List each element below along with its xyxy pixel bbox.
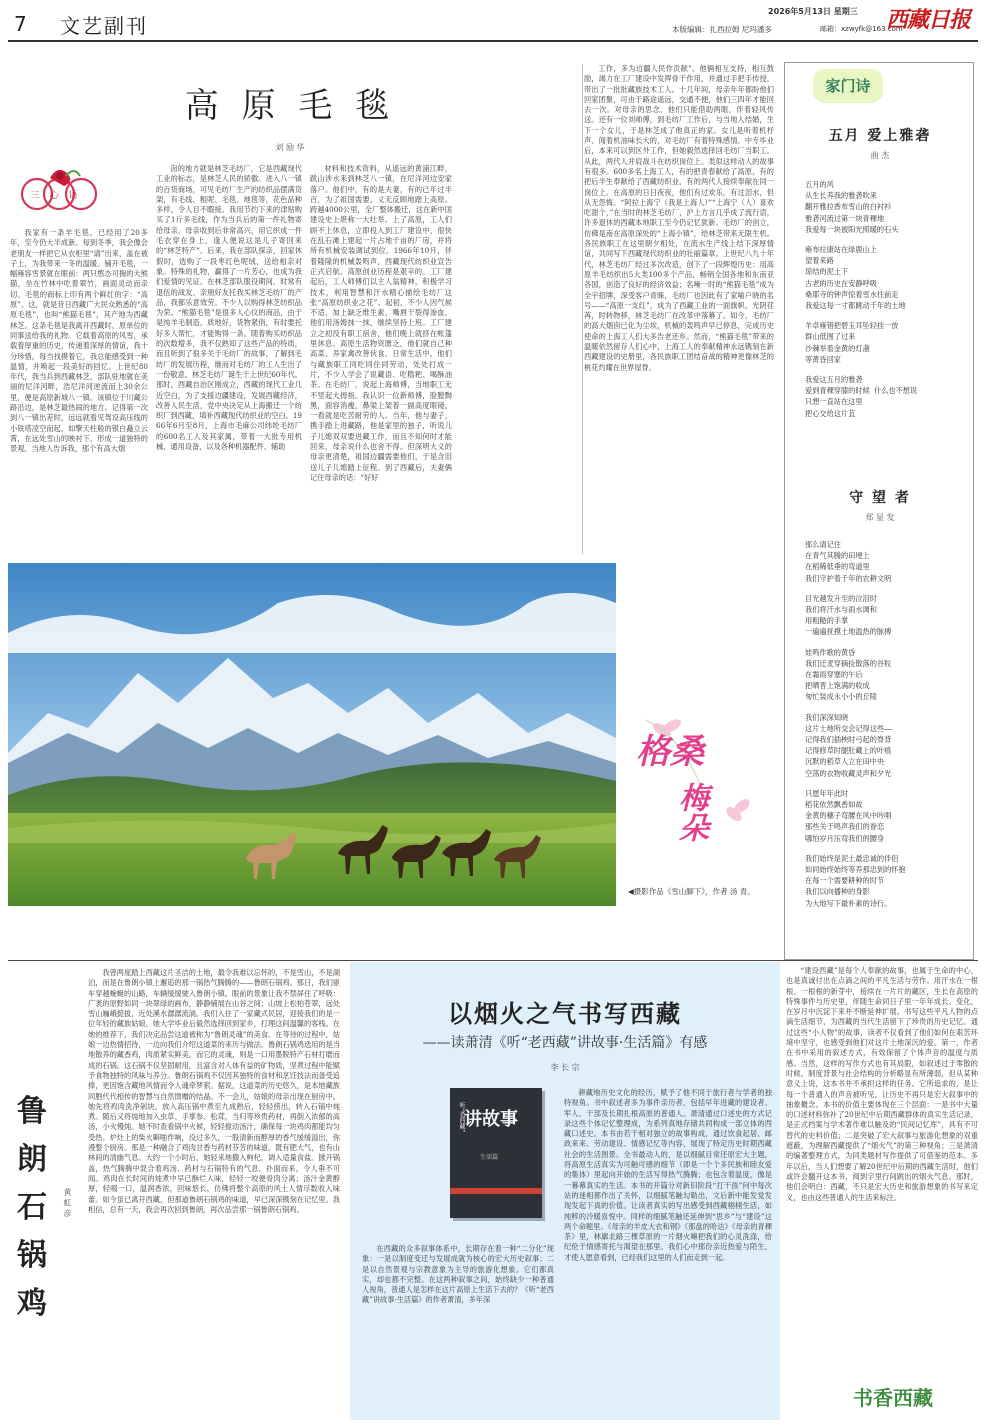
food-article-body: 我曾两度踏上西藏这片圣洁的土地，最令我难以忘怀的，不是雪山，不是湖泊，而是在鲁朗小镇上邂逅的那一锅热气腾腾的——鲁朗石锅鸡。那日，我们驱车穿越蜿蜒的山路，车辆缓缓驶入鲁朗小镇。眼前的景象让我不禁屏住了呼吸：广袤的原野如同一块翠绿的画布，静静铺展在山谷之间；山坡上松柏苍翠，远处雪山巍峨挺拔，近处溪水潺潺流淌。我们入住了一家藏式民居，迎接我们的是一位年轻的藏族姑娘。她大学毕业后毅然选择回到家乡，打理这间温馨的客栈。在她的推荐下，我们决定品尝这道被称为“鲁朗灵魂”的美食。在等待的过程中，姑娘一边热情招待，一边向我们介绍这道菜的来历与做法。鲁朗石锅鸡选用的是当地散养的藏香鸡，肉质紧实鲜美。而它的灵魂，则是一口用墨脱特产石材打磨而成的石锅。这石锅不仅坚固耐用，且富含对人体有益的矿物质，坚煮过程中能赋予食物独特的风味与养分。鲁朗石锅鸡不仅因其独特的食材和烹饪技法而备受追捧，更因饱含藏地风情而令人魂牵梦萦。据说，这道菜的历史悠久，是本地藏族同胞代代相传的智慧与自然馈赠的结晶。不一会儿，姑娘的母亲出现在厨房中。她先将鸡肉洗净剁块，放入高压锅中煮至九成熟后，轻轻捞出，转入石锅中炖煮。随后又将炖地加入虫草、手掌参、松茸，当归等珍贵药材，再倒入浓郁的高汤，小火慢炖。她不时查看锅中火候，轻轻搅动汤汁，确保每一块鸡肉都能均匀受热。炉灶上的柴火噼啪作响，没过多久，一股清新而醇厚的香气缓缓溢出，弥漫整个厨房。那是一种融合了鸡肉甘香与药材芬芳的味道，既有肥大气，也有山林间的清幽气息。大约一个小时后，她轻来地撒入枸杞，调入适量食盐。掀开锅盖，热气腾腾中混合着鸡汤、药材与石锅特有的气息，扑面而来，令人垂不可闻。鸡肉在长时间的炖煮中早已酥烂入味，轻轻一咬便骨肉分离；汤汁金黄醇厚，轻啜一口，温润香浓，回味悠长，仿佛将整个高原的风土人情尽数收入味蕾。如今虽已离开西藏，但那道鲁朗石锅鸡的味道，早已深深镌刻在记忆里。我相信，总有一天，我会再次回到鲁朗，再次品尝那一锅鲁朗石锅鸡。 — [88, 968, 340, 1214]
poem-line: 古老的历史在安静呼吸 — [805, 278, 877, 288]
page-editors: 本版编辑：扎西拉姆 尼玛潘多 — [672, 25, 772, 34]
poem-stanza — [805, 539, 971, 584]
book-cover-label: 生活篇 — [480, 1154, 499, 1161]
review-author: 李 长 宗 — [550, 1063, 580, 1072]
poem-line: 在青气其腾的田埂上 — [805, 551, 870, 561]
poem-line: 在霜雨穿塞的午后 — [805, 670, 863, 680]
title-char: 石 — [17, 1190, 47, 1225]
poem-line: 在稻稀低垂的弯道里 — [805, 562, 870, 572]
poem-stanza — [805, 179, 971, 235]
poem-line: 这片土地所交会记得这些—— — [805, 723, 893, 733]
article-column-4: 工作，多为边疆人民作贡献”。他俩相互支持，相互鼓励，竭力在工厂建设中发挥骨干作用，并通过手把手传授，带出了一批批藏族技术工人。十几年间，母亲年年都盼他们回家团聚，可由于路途遥远，交通不便，他们三四年才能回去一次。对母亲的思念，他们只能借助两眶，伴着轻风传送。还有一位刘师傅，到毛纺厂工作后，与当地人结婚，生下一个女儿，于是林芝成了他真正的家。女儿是听着机杼声、闻着机油味长大的，对毛纺厂有着特殊感情。中专毕业后，本来可以到区外工作，但她毅然选择回毛纺厂当职工。从此，两代人并肩战斗在纺织岗位上。类似这样动人的故事有很多。600多名上海工人，有的把青春献给了高原，有的把后半生奉献给了西藏纺织业，有的两代人接续奉献在同一岗位上。在高原的日日夜夜，他们有过欢乐，有过泪水，但从无怨悔。“阿拉上海宁（我是上海人）”“上海宁（人）喜欢吃甜个，”在当时的林芝毛纺厂，沪上方言几乎成了流行语，许多退休的西藏本地职工至今仍记忆犹新。毛纺厂的创立，仿佛是南在高原深处的“上海小镇”，给林芝带来无限生机。各民族职工在这里朝夕相处，在流水生产线上结下深厚情谊，共同写下西藏现代纺织业的壮丽篇章。上世纪八九十年代，林芝毛纺厂经过多次改造，创下了一段辉煌历史：用高原羊毛纺织出5大类100多个产品，畅销全国各地和东南亚各国，创造了良好的经济效益；名噪一时的“熊猫毛毯”成为全宇招牌，深受客户青睐，毛纺厂也因此有了家喻户晓的名号——“高原一支红”，成为了西藏工业的一面旗帜。光阴荏苒，时转物移，林芝毛纺厂在改革中落幕了。如今，毛纺厂的高大烟囱已化为尘埃，机械的轰鸣声早已停息，完成历史使命的上海工人们大多告老还乡。然而，“熊猫毛毯”带来的温暖依然留存人们心中，上海工人的奉献精神永远镌刻在新西藏建设的史册里，各民族职工团结奋战的精神更像林芝的桃花灼耀在世界屋脊。 — [584, 64, 774, 372]
poem-stanza — [805, 593, 971, 638]
poem-line: 群山低围了过来 — [805, 332, 856, 342]
section-badge — [20, 162, 98, 224]
poem-body — [805, 539, 971, 918]
title-char: 朗 — [17, 1142, 47, 1177]
poem-line: 从生长养我的雅砻吹来 — [805, 191, 877, 201]
article-title: 高 原 毛 毯 — [184, 86, 396, 126]
title-char: 鲁 — [17, 1094, 47, 1129]
books-badge — [838, 1378, 948, 1414]
article-column-1: 我家有一条羊毛毯，已经用了20多年，至今仍大半成新。每到冬季，我会像会老朋友一样把它从衣柜里“请”出来，盖在被子上，为我带来一冬的温暖。铺开毛毯，一幅雍容雪景就在眼前：两只憨态可掬的大熊猫，坐在竹林中吃着翠竹，画面灵动而亲切。毛毯的商标上印有两个鲜红的字：“高原”。这，就是昔日西藏广大民众熟悉的“高原毛毯”，也叫“熊猫毛毯”，其产地为西藏林芝。这条毛毯是我离开西藏时，原单位的同事送给我的礼物。它载着高原的风雪，承载着厚重的历史，传递着深厚的情谊，我十分珍惜。每当找摸着它，我总能感受到一种温情，并唤起一段美好的回忆。上世纪80年代，我当兵到西藏林芝，部队驻地就在美丽的尼洋河畔，浩尼洋河逆流而上30余公里，便是高原新城八一镇。该镇位于川藏公路沿边，是林芝最热闹的地方。记得第一次到八一镇出差时，远远就看见驾设高压线的小铁塔凌空而起，如擎天柱般的银白矗立云霄，在远处雪山的映衬下，形成一道独特的景观。当地人告诉我，那个有高大烟 — [10, 228, 148, 454]
poem-author: 曲 杰 — [870, 151, 890, 160]
poem-line: 我们将汗水与雨水调和 — [805, 605, 877, 615]
poem-line: 只想一直站在这里 — [805, 397, 863, 407]
poem-line: 金黄的穗子弯腰在风中吟唱 — [805, 811, 892, 821]
poem-line: 我爱这五月的雅砻 — [805, 375, 863, 385]
poem-title: 五月 爱上雅砻 — [828, 128, 932, 144]
page-number: 7 — [14, 12, 27, 36]
books-badge-text: 书香西藏 — [853, 1386, 933, 1410]
poem-stanza — [805, 788, 971, 844]
poem-stanza — [805, 647, 971, 703]
column-rule — [582, 64, 583, 554]
poem-line: 只愿年年此时 — [805, 788, 849, 798]
poem-line: 羊卓雍错把碧玉耳坠轻挂一放 — [805, 321, 899, 331]
poem-line: 我爱这每一寸都跳动千年的土地 — [805, 301, 906, 311]
meiduo-label: 梅朵 — [673, 782, 708, 842]
poem-line: 把心交给这片苴 — [805, 408, 856, 418]
book-cover-title: 讲故事 — [464, 1109, 518, 1130]
poem-line: 翻开雅拉香布雪山的白衬衫 — [805, 202, 892, 212]
book-cover — [450, 1088, 542, 1218]
poem-line: 我们守护着千年的农耕文明 — [805, 573, 892, 583]
poem-line: 在每一个需要耕种的时节 — [805, 876, 885, 886]
review-column-1: 在西藏的众多叙事体系中，长期存在着一种“二分化”现象：一是以制度变迁与发展成就为核心的宏大历史叙事；二是以自然景观与宗教意象为主导的旅游化想象。它们都真实，却也都不完整。在这两种叙事之间，始终缺少一种普通人视角，普通人是怎样在这片高原上生活下去的？《听“老西藏”讲故事·生活篇》的作者萧清，多年深 — [362, 1244, 554, 1305]
section-title: 文艺副刊 — [60, 14, 148, 38]
landscape-photo — [8, 563, 616, 906]
article-author: 刘 励 华 — [275, 143, 305, 152]
gesang-meiduo-decoration — [616, 690, 776, 880]
poetry-badge — [813, 69, 883, 103]
poem-stanza — [805, 853, 971, 909]
food-article-author: 黄 虹 彦 — [63, 1188, 72, 1218]
page-header — [0, 0, 987, 42]
review-title: 以烟火之气书写西藏 — [448, 999, 682, 1028]
food-article-title — [12, 1088, 60, 1328]
poem-line: 我们深深知晓 — [805, 712, 849, 722]
poem-line: 我爱每一块被阳光照暖的石头 — [805, 224, 899, 234]
poem-line: 把晒晋上饱满的收成 — [805, 681, 870, 691]
review-column-2: 耕藏地历史文化的经历，赋予了他不同于旅行者与学者的独特视角。书中叙述者多为事件亲历者，包括早年进藏的建设者、军人、干部及长期扎根高原的普通人。萧清通过口述史的方式记录这些个体记忆整理成，为系列真地存储共同构成一部立体的西藏口述史。本书由若干相对独立的故事构成，通过饮食起居、邮政来来、劳动建设、情感记忆等内容，展现了特定历史时期西藏社会的生活图景。全书最动人的，是以细腻目常还原宏大主题，将高原生活真实为可触可感的细节（即是一个个多民族和睦友爱的集体）里起向开始的生活写得热气腾腾；也包含着温度，像是一幕幕真实的生活。本书的开篇分对新旧阶段“打干孩”问中每次站的迷相都作出了关怀，以细腻笔触勾勒出，文后新中能发觉发现发起下真的价值。让读者真实的写出感受到西藏栩栩生活，如纯粹的冷暖喜悦中。同样的细腻笔触还延伸到“思乡”与“建设”这两个命题里。《母亲的羊皮大衣和钢》《那盘的哈达》《母亲的青稞茶》里，林廓北路三棵草原的一片烟火嘛把我们的心灵洗涤，给纪伦于情感寄托与渴望在那里。我们心中那份亲近热爱与陌生，才使人愿意看到，已经我们这里的人们而走到一起。 — [564, 1088, 772, 1262]
poetry-badge-text: 家门诗 — [825, 77, 871, 95]
section-badge-text: 三心语 — [30, 191, 88, 201]
poem-line: 匆忙装成永小小的丘陵 — [805, 692, 877, 702]
article-column-3: 材料和技术资料，从遥远的黄浦江畔，跋山涉水来到林芝八一镇，在尼洋河边安家落户。他们中，有的是夫妻，有的已年过半百，为了祖国需要，义无反顾地踏上高原。跨越4000公里，全厂整体搬迁，这在新中国建设史上堪称一大壮举。上了高原，工人们顾不上休息，立即投入到工厂建设中，很快在乱石滩上建起一片占地千亩的厂房，并将所有机械安装调试到位。1966年10月，伴着隆隆的机械轰鸣声，西藏现代纺织业宣告正式启航。高原创业历程是艰辛的。工厂建起后，工人师傅们以主人翁精神，积极学习技术，利用智慧和汗水精心描绘毛纺厂这张“高原纺织业之花”。起初，不少人因气候不适，加上缺乏维生素，嘴唇干裂得渗血，他们用汤姆抹一抹，继续坚持上班。工厂建立之初没有职工宿舍，他们晚上就挤在帐篷里休息。高原生活物资匮乏，他们就自己种高菜、养家禽改善伙食。日常生活中，他们与藏族职工同吃同住同劳动，处处打成一片，不少人学会了说藏语、吃糌粑、喝酥油茶。在毛纺厂，说起上海师傅，当地职工无不竖起大拇指。我认识一位新师傅，脸膛黝黑，面容消瘦，鼻梁上架着一副高度眼镜，一看就是吃苦耐劳的人。当年，他与妻子，携手踏上进藏路，他是家里的独子，听说儿子儿媳双双要进藏工作，而且不知何时才能回来，母亲说什么也舍不得。但深明大义的母亲更清楚，祖国边疆需要他们，于是含泪送儿子儿媳踏上征程。到了西藏后，夫妻俩记住母亲的话：“好好 — [310, 164, 452, 482]
poem-stanza — [805, 374, 971, 419]
poem-line: 娃鸣作歌的黄昏 — [805, 647, 856, 657]
poem-line: 空荡的衣物收藏灵声和夕光 — [805, 768, 892, 778]
poem-line: 目光越发升至的泣泪时 — [805, 593, 877, 603]
poetry-sidebar — [784, 62, 974, 960]
poem-line: 一遍遍抚摸土地温热的脉搏 — [805, 627, 892, 637]
poem-line: 琼结的泥土下 — [805, 267, 849, 277]
poem-line: 我们始终是泥土最忠诚的伴侣 — [805, 853, 899, 863]
title-char: 鸡 — [17, 1286, 47, 1321]
issue-date: 2026年5月13日 星期三 — [768, 7, 858, 16]
poem-line: 雅砻河流过第一块青稞地 — [805, 213, 885, 223]
poem-line: 记得我们插秧时弓起的脊背 — [805, 735, 892, 745]
book-cover-sub: 听“老西藏” — [458, 1102, 465, 1133]
title-char: 锅 — [17, 1238, 47, 1273]
poem-line: 我们迁麦穿摘捡散落的谷粒 — [805, 658, 892, 668]
poem-line: 五月的风 — [805, 180, 834, 189]
poem-stanza — [805, 320, 971, 365]
section-divider — [8, 960, 978, 961]
book-cover-stripe — [450, 1188, 542, 1194]
photo-caption: ◀摄影作品《雪山脚下》，作者 汤 青。 — [628, 887, 755, 896]
poem-title: 守 望 者 — [849, 490, 911, 506]
poem-line: 雍布拉康站在绿鹿山上 — [805, 245, 877, 255]
poem-stanza — [805, 712, 971, 779]
poem-line: 爱到青稞穿膝的时候 什么也不想说 — [805, 386, 918, 396]
poem-line: 望着来路 — [805, 256, 834, 266]
poem-line: 沉默的稻草人立在田中央 — [805, 757, 885, 767]
newspaper-logo: 西藏日报 — [886, 7, 971, 33]
review-subtitle: ——读萧清《听“老西藏”讲故事·生活篇》有感 — [422, 1035, 708, 1051]
poem-line: 桑耶寺的钟声惊着雪水往前走 — [805, 289, 899, 299]
article-column-2: 囱的地方就是林芝毛纺厂，它是西藏现代工业的标志，是林芝人民的骄傲。进入八一镇的百货商场，可见毛纺厂生产的纺织品摆满货架，有毛线、粗呢、毛毯、地毯等，花色品种多样，令人目不暇接。我用节约下来的津贴购买了1斤多毛线，作为当兵后的第一件礼物寄给母亲。母亲收到后非常高兴，用它织成一件毛衣穿在身上，逢人便说这是儿子寄回来的“林芝特产”。后来，我在部队探亲，回家休假时，选购了一段枣红色呢绒，送给相亲对象。特殊的礼物，赢得了一片芳心，也成为我们爱情的见证。在林芝部队服役期间，时常有退伍的战友、亲朋好友托我买林芝毛纺厂的产品，我都乐意效劳。不少人以购得林芝纺织品为荣。“熊猫毛毯”是很多人心仪的商品，由于是纯羊毛制造，质地好，货物紧俏，有时要托好多人帮忙，才能购得一条。随着购买纺织品的次数增多，我不仅熟知了这些产品的特质，而且听到了很多关于毛纺厂的故事，了解到毛纺厂的发展历程，继而对毛纺厂的工人生出了一份敬意。林芝毛纺厂诞生于上世纪60年代。那时，西藏自治区刚成立，西藏的现代工业几近空白，为了支援边疆建设，发展西藏经济，改善人民生活，党中央决定从上海搬迁一个纺织厂到西藏，填补西藏现代纺织业的空白。1966年6月至8月，上海市毛麻公司纬纶毛纺厂的600名工人及其家属，带着一大批专用机械、通用设备，以及各种机器配件、辅助 — [156, 164, 302, 452]
poem-line: 等黄昏回家 — [805, 354, 841, 364]
poem-line: 沙棘举着金黄的灯盏 — [805, 343, 870, 353]
poem-author: 郑 显 发 — [865, 513, 895, 522]
gesang-label: 格桑 — [636, 732, 704, 772]
editor-email: 邮箱：xzwyfk@163.com — [820, 25, 903, 33]
poem-line: 那些关于鸣声我们的眷恋 — [805, 822, 885, 832]
poem-line: 记得修草时腿肚藏上的叶痕 — [805, 746, 892, 756]
book-review — [350, 962, 780, 1420]
poem-line: 为大地写下最朴素的诗行。 — [805, 898, 892, 908]
poem-line: 我们以向播种的身影 — [805, 887, 870, 897]
poem-line: 如同始终始终等养那忠到的怀抱 — [805, 865, 906, 875]
poem-body — [805, 179, 971, 428]
header-rule — [8, 40, 978, 42]
poem-line: 稻花依然飘香如故 — [805, 800, 863, 810]
poem-stanza — [805, 244, 971, 311]
review-column-3: “建设西藏”是每个人奉献的故事，也属于生命的中心，也是真诚付出在点滴之间的平凡生活与劳作。用汗水在一根根、一根根的新芽中，接续在一片片的藏区，生长在高原的特殊事件与历史里，伴随生命同日子里一年年成长、变化，在岁月中沉淀下来并不断延伸扩展。书写这些平凡人物的点滴生活细节，为西藏的当代生活留下了珍贵的历史记忆。通过这些“小人物”的故事，读者不仅看到了他们如何在艰苦环境中坚守，也感受到他们对这片土地深沉的爱。第一，作者在书中采用的叙述方式，有效保留了个体声音的温度与质感。当然，这样的写作方式也有其局限，如叙述过于零散的时候，制度背景与社会结构的分析略显有所薄弱，但从某种意义上说，这本书并不承担这样的任务。它所追求的，是让每一个普通人的声音被听见，让历史不再只是宏大叙事中的抽象概念。本书的价值主要体现在三个层面：一是书中大量的口述材料弥补了20世纪中后期西藏群体的真实生活记录，是正式档案与学术著作难以触及的“民间记忆库”，具有不可替代的史料价值；二是突破了宏大叙事与旅游化想象的双重遮蔽，为理解西藏提供了“烟火气”的第三种视角；三是萧清的编著整理方式，为同类题材写作提供了可借鉴的范本。多年以后，当人们想要了解20世纪中后期的西藏生活时，他们或许会翻开这本书，阅到字里行间跳出的烟火气息。那时，他们会明白：西藏，不只是宏大历史和旅游想象的书写来定义，也由这些普通人的生活来标注。 — [786, 966, 978, 1202]
poem-line: 哪怕岁月压弯我们的腰身 — [805, 833, 885, 843]
poem-line: 那么请记住 — [805, 540, 841, 549]
poem-line: 用粗糙的手掌 — [805, 616, 849, 626]
